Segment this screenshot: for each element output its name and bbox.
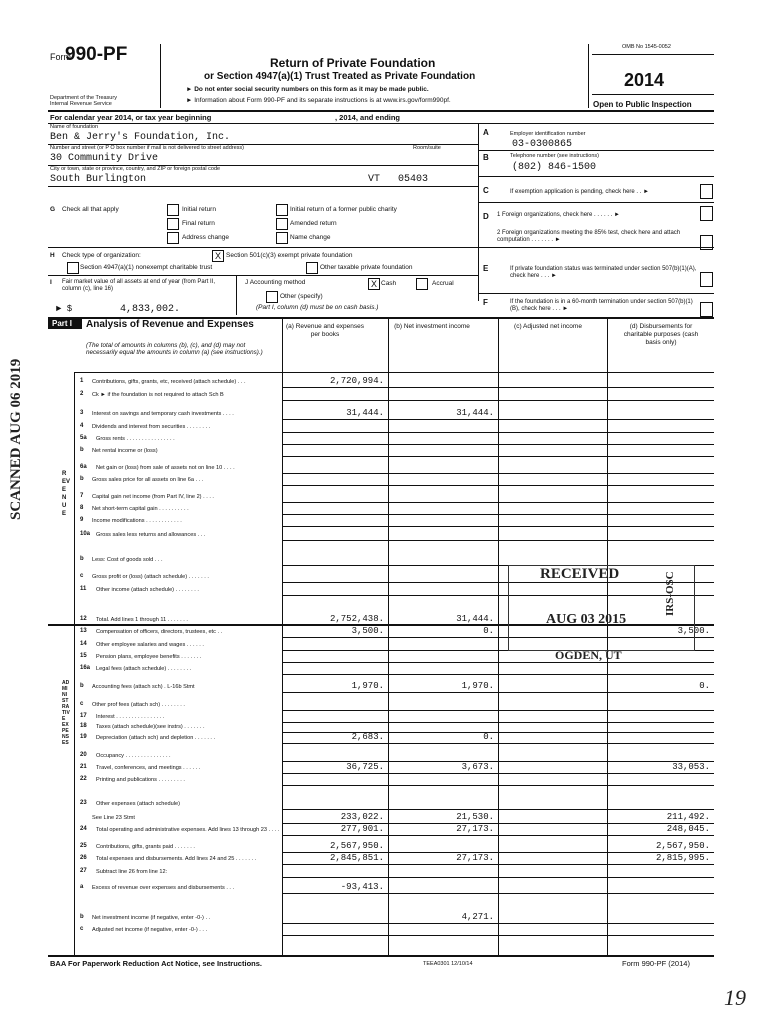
cell-d[interactable]: 33,053.: [672, 762, 710, 772]
irs-osc-stamp: IRS-OSC: [664, 571, 676, 616]
ein-label: Employer identification number: [510, 131, 586, 137]
ogden-stamp: OGDEN, UT: [555, 648, 622, 662]
fmv-arrow: ► $: [56, 304, 73, 314]
notice-ssn: ► Do not enter social security numbers on this form as it may be made public.: [186, 86, 429, 93]
row-number: 21: [80, 764, 87, 770]
h-label: Check type of organization:: [62, 252, 141, 259]
exemption-pending-checkbox[interactable]: [700, 184, 713, 199]
cell-b[interactable]: 1,970.: [461, 681, 494, 691]
line-c-letter: C: [483, 186, 489, 195]
row-label: Travel, conferences, and meetings . . . . . .: [96, 765, 201, 771]
initial-former-charity-label: Initial return of a former public charity: [290, 206, 397, 213]
row-label: Interest . . . . . . . . . . . . . . . .: [96, 714, 165, 720]
cell-a[interactable]: 2,752,438.: [329, 614, 384, 624]
row-number: 20: [80, 752, 87, 758]
row-rule: [282, 526, 714, 527]
row-number: 5a: [80, 435, 87, 441]
amended-return-label: Amended return: [290, 220, 337, 227]
part-description: (The total of amounts in columns (b), (c), and (d) may not necessarily equal the amounts in column (a) (see instructions).): [86, 342, 263, 356]
row-label: Ck ► if the foundation is not required to attach Sch B: [92, 392, 224, 398]
city[interactable]: South Burlington: [50, 174, 147, 185]
row-number: b: [80, 914, 84, 920]
name-change-checkbox[interactable]: [276, 232, 288, 244]
row-label: Dividends and interest from securities . . . . . . . .: [92, 424, 211, 430]
cell-a[interactable]: 2,683.: [351, 732, 384, 742]
ein-value[interactable]: 03-0300865: [512, 139, 573, 150]
foreign-org-checkbox[interactable]: [700, 206, 713, 221]
exemption-pending-text: If exemption application is pending, check here . . ►: [510, 189, 650, 195]
row-label: Other employee salaries and wages . . . . . .: [96, 642, 204, 648]
accounting-method-label: J Accounting method: [245, 279, 306, 286]
calendar-year-label: For calendar year 2014, or tax year beginning: [50, 113, 212, 122]
cell-a[interactable]: 2,567,950.: [329, 841, 384, 851]
row-number: 15: [80, 653, 87, 659]
row-number: 1: [80, 378, 84, 384]
section-501c3-checkbox[interactable]: X: [212, 250, 224, 262]
other-method-label: Other (specify): [280, 293, 323, 300]
row-label: Other income (attach schedule) . . . . . . . .: [96, 587, 199, 593]
tax-year: 2014: [624, 70, 665, 90]
cell-b[interactable]: 0.: [483, 626, 494, 636]
form-code: TEEA0301 12/10/14: [423, 961, 473, 967]
row-number: 27: [80, 868, 87, 874]
street-address[interactable]: 30 Community Drive: [50, 153, 159, 164]
row-number: 10a: [80, 531, 91, 537]
row-number: 16a: [80, 665, 91, 671]
row-number: 2: [80, 391, 84, 397]
row-label: Contributions, gifts, grants paid . . . . . . .: [96, 844, 195, 850]
cell-b[interactable]: 21,530.: [456, 812, 494, 822]
calendar-ending-label: , 2014, and ending: [335, 113, 401, 122]
row-rule: [282, 419, 714, 420]
row-number: c: [80, 926, 84, 932]
row-number: 17: [80, 713, 87, 719]
cell-a[interactable]: 277,901.: [340, 824, 384, 834]
row-number: 7: [80, 493, 84, 499]
address-change-label: Address change: [182, 234, 229, 241]
section-4947-label: Section 4947(a)(1) nonexempt charitable trust: [80, 264, 213, 271]
street-label: Number and street (or P O box number if mail is not delivered to street address): [50, 145, 245, 151]
fmv-label: Fair market value of all assets at end of year (from Part II, column (c), line 16): [62, 279, 216, 292]
line-i-letter: I: [50, 279, 52, 286]
received-stamp: RECEIVED: [540, 566, 620, 582]
row-rule: [282, 514, 714, 515]
cell-a[interactable]: -93,413.: [340, 882, 384, 892]
row-label: Adjusted net income (if negative, enter -0-) . . .: [92, 927, 208, 933]
fmv-value[interactable]: 4,833,002.: [120, 304, 181, 315]
line-g-letter: G: [50, 206, 56, 213]
row-number: 6a: [80, 464, 87, 470]
row-number: 18: [80, 723, 87, 729]
zip[interactable]: 05403: [398, 174, 429, 185]
scanned-stamp: SCANNED AUG 06 2019: [8, 358, 24, 520]
row-label: Interest on savings and temporary cash investments . . . .: [92, 411, 234, 417]
address-change-checkbox[interactable]: [167, 232, 179, 244]
row-rule: [282, 893, 714, 894]
irs-label: Internal Revenue Service: [50, 101, 112, 107]
row-label: Printing and publications . . . . . . . . .: [96, 777, 185, 783]
cell-d[interactable]: 248,045.: [666, 824, 710, 834]
row-label: Total. Add lines 1 through 11 . . . . . . .: [96, 617, 188, 623]
row-rule: [282, 456, 714, 457]
col-c-header: (c) Adjusted net income: [514, 323, 582, 330]
omb-number: OMB No 1545-0052: [622, 44, 671, 50]
row-rule: [282, 473, 714, 474]
row-label: Compensation of officers, directors, trustees, etc . .: [96, 629, 223, 635]
row-label: Gross rents . . . . . . . . . . . . . . . .: [96, 436, 175, 442]
line-d-letter: D: [483, 212, 489, 221]
row-rule: [282, 809, 714, 810]
row-number: 8: [80, 505, 84, 511]
initial-return-checkbox[interactable]: [167, 204, 179, 216]
line-b-letter: B: [483, 153, 489, 162]
line-e-letter: E: [483, 264, 489, 273]
foreign-85-text: 2 Foreign organizations meeting the 85% test, check here and attach computation . . . . . . . ►: [497, 230, 681, 243]
side-revenue-label: REVENUE: [62, 471, 71, 517]
row-rule: [282, 710, 714, 711]
row-rule: [282, 662, 714, 663]
name-label: Name of foundation: [50, 124, 99, 130]
row-rule: [282, 485, 714, 486]
row-label: Depreciation (attach sch) and depletion . . . . . . .: [96, 735, 216, 741]
cell-b[interactable]: 27,173.: [456, 853, 494, 863]
cell-a[interactable]: 2,720,994.: [329, 376, 384, 386]
cell-a[interactable]: 2,845,851.: [329, 853, 384, 863]
row-number: b: [80, 476, 84, 482]
side-expenses-label: ADMINISTRATIVE EXPENSES: [62, 680, 70, 746]
phone-label: Telephone number (see instructions): [510, 153, 599, 159]
col-a-header: (a) Revenue and expenses per books: [285, 323, 365, 338]
part-label: Part I: [48, 318, 82, 329]
terminated-status-text: If private foundation status was terminated under section 507(b)(1)(A), check here . . . ►: [510, 266, 697, 279]
other-taxable-checkbox[interactable]: [306, 262, 318, 274]
initial-former-charity-checkbox[interactable]: [276, 204, 288, 216]
phone-value[interactable]: (802) 846-1500: [512, 162, 597, 173]
cell-a[interactable]: 36,725.: [346, 762, 384, 772]
part-title: Analysis of Revenue and Expenses: [86, 319, 254, 330]
row-number: 4: [80, 423, 84, 429]
row-label: Net investment income (if negative, enter -0-) . .: [92, 915, 211, 921]
cell-b[interactable]: 31,444.: [456, 408, 494, 418]
name-change-label: Name change: [290, 234, 331, 241]
line-h-letter: H: [50, 252, 55, 259]
cash-basis-note: (Part I, column (d) must be on cash basis.): [256, 304, 379, 311]
amended-return-checkbox[interactable]: [276, 218, 288, 230]
row-number: b: [80, 556, 84, 562]
row-number: 25: [80, 843, 87, 849]
row-number: 23: [80, 800, 87, 806]
row-label: Net rental income or (loss): [92, 448, 158, 454]
row-rule: [282, 935, 714, 936]
city-label: City or town, state or province, country, and ZIP or foreign postal code: [50, 166, 221, 172]
row-rule: [282, 785, 714, 786]
cell-a[interactable]: 3,500.: [351, 626, 384, 636]
row-label: Other prof fees (attach sch) . . . . . . . .: [92, 702, 185, 708]
row-label: Capital gain net income (from Part IV, line 2) . . . .: [92, 494, 214, 500]
row-rule: [282, 387, 714, 388]
form-subtitle: or Section 4947(a)(1) Trust Treated as Private Foundation: [204, 71, 476, 82]
row-number: 24: [80, 826, 87, 832]
dept-label: Department of the Treasury: [50, 95, 117, 101]
cell-d[interactable]: 3,500.: [677, 626, 710, 636]
row-rule: [282, 692, 714, 693]
col-d-header: (d) Disbursements for charitable purposes (cash basis only): [623, 323, 699, 346]
cell-b[interactable]: 0.: [483, 732, 494, 742]
row-label: See Line 23 Stmt: [92, 815, 135, 821]
row-number: 22: [80, 776, 87, 782]
received-date-stamp: AUG 03 2015: [546, 612, 627, 627]
cell-b[interactable]: 3,673.: [461, 762, 494, 772]
row-number: b: [80, 683, 84, 689]
cell-a[interactable]: 31,444.: [346, 408, 384, 418]
row-label: Total expenses and disbursements. Add lines 24 and 25 . . . . . . .: [96, 856, 257, 862]
row-label: Subtract line 26 from line 12:: [96, 869, 168, 875]
row-label: Less: Cost of goods sold . . .: [92, 557, 163, 563]
terminated-status-checkbox[interactable]: [700, 272, 713, 287]
cell-a[interactable]: 233,022.: [340, 812, 384, 822]
row-number: 9: [80, 517, 84, 523]
row-label: Legal fees (attach schedule) . . . . . . . .: [96, 666, 192, 672]
row-label: Accounting fees (attach sch) . L-16b Stmt: [92, 684, 195, 690]
row-number: 3: [80, 410, 84, 416]
row-label: Income modifications . . . . . . . . . . . .: [92, 518, 182, 524]
form-title: Return of Private Foundation: [270, 56, 436, 70]
termination-60-text: If the foundation is in a 60-month termination under section 507(b)(1)(B), check here . . . ►: [510, 299, 693, 312]
footer-form: Form 990-PF (2014): [622, 959, 690, 968]
row-number: 11: [80, 586, 87, 592]
accrual-checkbox[interactable]: [416, 278, 428, 290]
row-rule: [282, 722, 714, 723]
final-return-label: Final return: [182, 220, 215, 227]
state[interactable]: VT: [368, 174, 381, 185]
row-rule: [282, 444, 714, 445]
termination-60-checkbox[interactable]: [700, 302, 713, 317]
other-taxable-label: Other taxable private foundation: [320, 264, 413, 271]
cell-a[interactable]: 1,970.: [351, 681, 384, 691]
row-number: c: [80, 573, 84, 579]
section-501c3-label: Section 501(c)(3) exempt private foundation: [226, 252, 353, 259]
row-label: Gross sales price for all assets on line 6a . . .: [92, 477, 204, 483]
accrual-label: Accrual: [432, 280, 454, 287]
form-label: Form: [50, 52, 71, 62]
row-number: 13: [80, 628, 87, 634]
row-label: Gross profit or (loss) (attach schedule) . . . . . . .: [92, 574, 209, 580]
col-b-header: (b) Net investment income: [394, 323, 470, 330]
row-rule: [282, 835, 714, 836]
row-label: Contributions, gifts, grants, etc, received (attach schedule) . . .: [92, 379, 246, 385]
cell-d[interactable]: 2,567,950.: [655, 841, 710, 851]
form-number: 990-PF: [65, 44, 128, 65]
row-label: Pension plans, employee benefits . . . . . . .: [96, 654, 202, 660]
row-rule: [282, 743, 714, 744]
row-label: Net short-term capital gain . . . . . . . . . .: [92, 506, 189, 512]
foundation-name[interactable]: Ben & Jerry's Foundation, Inc.: [50, 132, 231, 143]
cell-b[interactable]: 27,173.: [456, 824, 494, 834]
row-rule: [282, 877, 714, 878]
notice-info: ► Information about Form 990-PF and its separate instructions is at www.irs.gov/form990pf.: [186, 97, 451, 104]
row-label: Taxes (attach schedule)(see instrs) . . . . . . .: [96, 724, 205, 730]
cell-d[interactable]: 0.: [699, 681, 710, 691]
row-number: 12: [80, 616, 87, 622]
page-number-handwritten: 19: [724, 985, 746, 1010]
row-label: Occupancy . . . . . . . . . . . . . . .: [96, 753, 171, 759]
row-label: Excess of revenue over expenses and disbursements . . .: [92, 885, 235, 891]
row-number: a: [80, 884, 84, 890]
cash-label: Cash: [381, 280, 397, 287]
row-rule: [282, 864, 714, 865]
row-rule: [282, 773, 714, 774]
final-return-checkbox[interactable]: [167, 218, 179, 230]
cell-b[interactable]: 31,444.: [456, 614, 494, 624]
row-number: c: [80, 701, 84, 707]
row-number: b: [80, 447, 84, 453]
g-label: Check all that apply: [62, 206, 119, 213]
other-method-checkbox[interactable]: [266, 291, 278, 303]
row-number: 26: [80, 855, 87, 861]
row-rule: [282, 923, 714, 924]
line-f-letter: F: [483, 298, 488, 307]
baa-notice: BAA For Paperwork Reduction Act Notice, see Instructions.: [50, 959, 262, 968]
cash-checkbox[interactable]: X: [368, 278, 380, 290]
row-label: Gross sales less returns and allowances . . .: [96, 532, 206, 538]
row-label: Other expenses (attach schedule): [96, 801, 180, 807]
row-rule: [282, 400, 714, 401]
row-label: Total operating and administrative expenses. Add lines 13 through 23 . . . .: [96, 827, 280, 833]
foreign-org-text: 1 Foreign organizations, check here . . . . . . ►: [497, 212, 620, 218]
row-rule: [282, 502, 714, 503]
line-a-letter: A: [483, 128, 489, 137]
cell-d[interactable]: 2,815,995.: [655, 853, 710, 863]
open-inspection: Open to Public Inspection: [593, 100, 692, 109]
cell-b[interactable]: 4,271.: [461, 912, 494, 922]
room-label: Room/suite: [413, 145, 441, 151]
row-label: Net gain or (loss) from sale of assets not on line 10 . . . .: [96, 465, 235, 471]
cell-d[interactable]: 211,492.: [666, 812, 710, 822]
row-rule: [282, 432, 714, 433]
row-number: 14: [80, 641, 87, 647]
row-rule: [282, 540, 714, 541]
initial-return-label: Initial return: [182, 206, 216, 213]
section-4947-checkbox[interactable]: [67, 262, 79, 274]
row-number: 19: [80, 734, 87, 740]
row-rule: [282, 674, 714, 675]
